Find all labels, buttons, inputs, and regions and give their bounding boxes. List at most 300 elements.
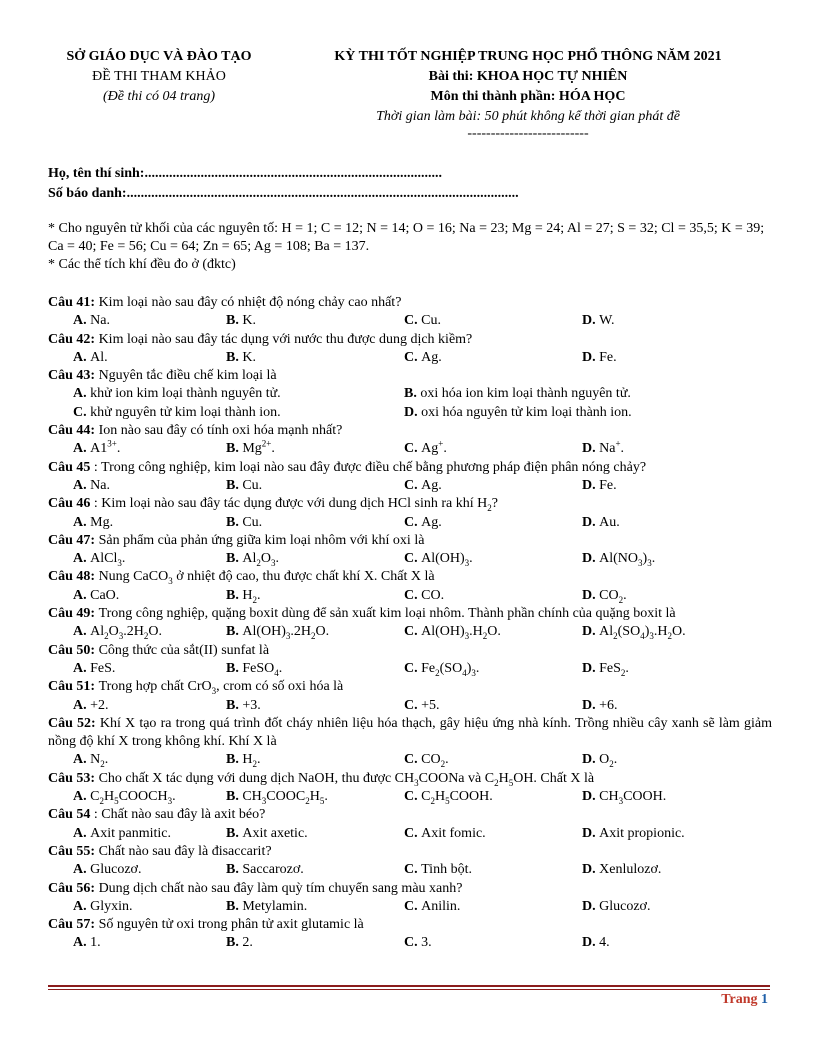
answer-option[interactable] xyxy=(48,697,226,715)
text-segment: Công thức của sắt(II) sunfat là xyxy=(98,642,270,658)
answer-option[interactable] xyxy=(226,861,404,879)
text-segment: ) xyxy=(466,660,472,676)
option-letter: B. xyxy=(226,789,243,805)
question-number: Câu 55: xyxy=(48,843,99,859)
text-segment: K. xyxy=(242,313,256,329)
text-segment: .2H xyxy=(290,624,312,640)
text-segment: O xyxy=(260,551,271,567)
option-letter: C. xyxy=(404,477,422,493)
candidate-name-line: Họ, tên thí sinh:..................................................................................... xyxy=(48,166,442,181)
text-segment: Xenlulozơ. xyxy=(599,862,662,878)
text-segment: : Chất nào sau đây là axit béo? xyxy=(93,807,266,823)
text-segment: . xyxy=(475,660,480,676)
text-segment: Al xyxy=(90,624,105,640)
answer-option[interactable] xyxy=(404,477,582,495)
answer-option[interactable] xyxy=(404,788,582,806)
question-number: Câu 50: xyxy=(48,642,99,658)
answer-option[interactable] xyxy=(48,550,226,568)
text-segment: 3 xyxy=(270,557,276,568)
option-letter: D. xyxy=(582,313,600,329)
text-segment: Al(OH) xyxy=(421,551,465,567)
option-letter: A. xyxy=(73,441,91,457)
text-segment: Axit axetic. xyxy=(242,825,308,841)
question xyxy=(48,532,772,550)
answer-options xyxy=(48,514,772,532)
text-segment: +6. xyxy=(599,697,618,713)
text-segment: Trong hợp chất CrO xyxy=(98,679,212,695)
text-segment: + xyxy=(438,438,444,449)
text-segment: Ag. xyxy=(421,477,442,493)
option-letter: C. xyxy=(404,313,422,329)
text-segment: Ion nào sau đây có tính oxi hóa mạnh nhất? xyxy=(98,423,343,439)
answer-option[interactable] xyxy=(582,751,760,769)
question-number: Câu 49: xyxy=(48,606,99,622)
text-segment: . xyxy=(469,551,473,567)
text-segment: FeSO xyxy=(242,660,275,676)
question-number: Câu 54 xyxy=(48,807,94,823)
answer-option[interactable] xyxy=(404,898,582,916)
option-letter: D. xyxy=(404,404,422,420)
question-number: Câu 48: xyxy=(48,569,99,585)
answer-option[interactable] xyxy=(404,861,582,879)
text-segment: khử ion kim loại thành nguyên tử. xyxy=(90,386,281,402)
answer-option[interactable] xyxy=(582,623,760,641)
text-segment: . xyxy=(324,789,328,805)
text-segment: 2 xyxy=(620,667,626,678)
answer-options xyxy=(48,825,772,843)
option-letter: C. xyxy=(404,862,422,878)
answer-option[interactable] xyxy=(226,825,404,843)
text-segment: Sản phẩm của phản ứng giữa kim loại nhôm với khí oxi là xyxy=(98,532,425,548)
page-label: Trang xyxy=(721,992,758,1007)
text-segment: 2 xyxy=(99,795,104,806)
question xyxy=(48,422,772,440)
text-segment: 3 xyxy=(261,795,267,806)
question xyxy=(48,715,772,752)
question-number: Câu 45 xyxy=(48,459,94,475)
text-segment: Cu. xyxy=(242,514,263,530)
option-letter: D. xyxy=(582,752,600,768)
footer-rule xyxy=(48,985,770,987)
answer-option[interactable] xyxy=(582,349,760,367)
exam-type: ĐỀ THI THAM KHẢO xyxy=(92,69,226,84)
text-segment: Tinh bột. xyxy=(421,862,472,878)
answer-options xyxy=(48,404,772,422)
notes xyxy=(48,220,772,274)
answer-option[interactable] xyxy=(404,312,582,330)
question xyxy=(48,459,772,477)
text-segment: .2H xyxy=(123,624,144,640)
exam-title: KỲ THI TỐT NGHIỆP TRUNG HỌC PHỔ THÔNG NĂM 2021 xyxy=(334,49,722,64)
text-segment: 2 xyxy=(430,795,435,806)
text-segment: Fe. xyxy=(599,477,617,493)
answer-option[interactable] xyxy=(404,697,582,715)
footer-rule-thin xyxy=(48,989,770,990)
text-segment: W. xyxy=(599,313,615,329)
option-letter: B. xyxy=(226,862,243,878)
answer-option[interactable] xyxy=(582,312,760,330)
answer-option[interactable] xyxy=(226,788,404,806)
answer-options xyxy=(48,440,772,458)
answer-option[interactable] xyxy=(404,825,582,843)
option-letter: A. xyxy=(73,313,91,329)
text-segment: COOH. xyxy=(449,789,493,805)
text-segment: . xyxy=(623,587,627,603)
text-segment: Trong công nghiệp, quặng boxit dùng để sản xuất kim loại nhôm. Thành phần chính của quặng boxit là xyxy=(98,606,676,622)
answer-option[interactable] xyxy=(404,440,582,458)
text-segment: 4 xyxy=(274,667,279,678)
option-letter: C. xyxy=(404,660,422,676)
answer-option[interactable] xyxy=(48,825,226,843)
text-segment: 2 xyxy=(143,631,149,642)
text-segment: Cho chất X tác dụng với dung dịch NaOH, thu được CH xyxy=(98,770,415,786)
answer-option[interactable] xyxy=(404,404,760,422)
atomic-mass-note: * Cho nguyên tử khối của các nguyên tố: H = 1; C = 12; N = 14; O = 16; Na = 23; Mg = 24; Al = 27; S = 32; Cl = 35,5; K = 39; Ca = 40; Fe = 56; Cu = 64; Zn = 65; Ag = 108; Ba = 137. xyxy=(48,221,765,254)
answer-option[interactable] xyxy=(48,312,226,330)
text-segment: 5 xyxy=(508,777,514,788)
answer-option[interactable] xyxy=(48,477,226,495)
text-segment: 2 xyxy=(435,667,440,678)
text-segment: Al xyxy=(242,551,257,567)
text-segment: Al(OH) xyxy=(242,624,286,640)
answer-option[interactable] xyxy=(226,312,404,330)
question-number: Câu 56: xyxy=(48,880,99,896)
candidate-info xyxy=(48,164,519,204)
text-segment: . xyxy=(625,660,629,676)
text-segment: Cu. xyxy=(421,313,441,329)
text-segment: COOH. xyxy=(623,789,667,805)
answer-option[interactable] xyxy=(226,751,404,769)
candidate-id-line: Số báo danh:................................................................................................................ xyxy=(48,186,519,201)
answer-options xyxy=(48,861,772,879)
text-segment: , crom có số oxi hóa là xyxy=(216,679,344,695)
text-segment: 2 xyxy=(311,631,316,642)
text-segment: oxi hóa ion kim loại thành nguyên tử. xyxy=(420,386,631,402)
text-segment: Dung dịch chất nào sau đây làm quỳ tím chuyển sang màu xanh? xyxy=(98,880,463,896)
answer-option[interactable] xyxy=(404,623,582,641)
page-count-note: (Đề thi có 04 trang) xyxy=(103,89,215,104)
text-segment: (SO xyxy=(439,660,463,676)
answer-option[interactable] xyxy=(226,623,404,641)
text-segment: Au. xyxy=(599,514,620,530)
text-segment: khử nguyên tử kim loại thành ion. xyxy=(90,404,281,420)
text-segment: 5 xyxy=(114,795,119,806)
answer-option[interactable] xyxy=(582,660,760,678)
answer-option[interactable] xyxy=(404,751,582,769)
question-number: Câu 53: xyxy=(48,770,99,786)
text-segment: Al xyxy=(599,624,614,640)
answer-option[interactable] xyxy=(48,660,226,678)
option-letter: C. xyxy=(404,349,422,365)
option-letter: A. xyxy=(73,660,91,676)
option-letter: B. xyxy=(226,752,243,768)
option-letter: D. xyxy=(582,587,600,603)
option-letter: C. xyxy=(404,825,422,841)
text-segment: CO xyxy=(421,752,441,768)
text-segment: CO. xyxy=(421,587,445,603)
answer-option[interactable] xyxy=(404,385,760,403)
text-segment: 3 xyxy=(638,557,643,568)
answer-option[interactable] xyxy=(582,550,760,568)
option-letter: A. xyxy=(73,477,91,493)
text-segment: Axit fomic. xyxy=(421,825,486,841)
text-segment: H xyxy=(242,752,253,768)
option-letter: B. xyxy=(226,935,243,951)
option-letter: D. xyxy=(582,660,600,676)
text-segment: COOC xyxy=(266,789,306,805)
text-segment: Glucozơ. xyxy=(599,898,651,914)
answer-option[interactable] xyxy=(226,660,404,678)
answer-option[interactable] xyxy=(404,550,582,568)
text-segment: : Kim loại nào sau đây tác dụng được với dung dịch HCl sinh ra khí H xyxy=(93,496,488,512)
option-letter: A. xyxy=(73,825,91,841)
text-segment: O. xyxy=(315,624,330,640)
answer-option[interactable] xyxy=(226,550,404,568)
text-segment: O xyxy=(108,624,119,640)
option-letter: B. xyxy=(226,587,243,603)
question-number: Câu 47: xyxy=(48,532,99,548)
answer-option[interactable] xyxy=(226,587,404,605)
answer-options xyxy=(48,697,772,715)
text-segment: Glyxin. xyxy=(90,898,133,914)
text-segment: 2 xyxy=(440,759,446,770)
text-segment: 3 xyxy=(117,557,122,568)
question xyxy=(48,568,772,586)
text-segment: O xyxy=(599,752,610,768)
answer-option[interactable] xyxy=(48,934,226,952)
text-segment: . xyxy=(256,752,261,768)
answer-option[interactable] xyxy=(48,349,226,367)
answer-option[interactable] xyxy=(48,440,226,458)
option-letter: B. xyxy=(226,660,243,676)
text-segment: 2 xyxy=(487,503,492,514)
answer-option[interactable] xyxy=(582,440,760,458)
text-segment: H xyxy=(103,789,115,805)
option-letter: B. xyxy=(226,898,243,914)
text-segment: 2 xyxy=(252,759,257,770)
option-letter: C. xyxy=(404,624,422,640)
text-segment: 5 xyxy=(319,795,325,806)
text-segment: 1. xyxy=(90,935,101,951)
option-letter: D. xyxy=(582,514,600,530)
text-segment: Axit propionic. xyxy=(599,825,685,841)
answer-option[interactable] xyxy=(48,385,404,403)
option-letter: A. xyxy=(73,935,91,951)
text-segment: Saccarozơ. xyxy=(242,862,304,878)
question-number: Câu 42: xyxy=(48,331,99,347)
text-segment: COONa và C xyxy=(418,770,495,786)
answer-option[interactable] xyxy=(226,477,404,495)
text-segment: : Trong công nghiệp, kim loại nào sau đây được điều chế bằng phương pháp điện phân nóng chảy? xyxy=(93,459,647,475)
text-segment: 2 xyxy=(252,594,257,605)
answer-options xyxy=(48,587,772,605)
text-segment: 2 xyxy=(613,631,618,642)
question-list xyxy=(48,294,772,953)
text-segment: 3 xyxy=(649,631,654,642)
text-segment: 2. xyxy=(242,935,253,951)
text-segment: Anilin. xyxy=(421,898,461,914)
option-letter: D. xyxy=(582,862,600,878)
text-segment: 4. xyxy=(599,935,610,951)
text-segment: 4 xyxy=(462,667,467,678)
text-segment: (SO xyxy=(617,624,641,640)
answer-option[interactable] xyxy=(226,349,404,367)
option-letter: A. xyxy=(73,752,91,768)
answer-options xyxy=(48,312,772,330)
text-segment: Nung CaCO xyxy=(98,569,169,585)
text-segment: 2 xyxy=(618,594,624,605)
text-segment: Al. xyxy=(90,349,108,365)
text-segment: 3+ xyxy=(107,438,117,449)
answer-options xyxy=(48,751,772,769)
question xyxy=(48,642,772,660)
text-segment: oxi hóa nguyên tử kim loại thành ion. xyxy=(421,404,632,420)
question-number: Câu 43: xyxy=(48,368,99,384)
text-segment: 2 xyxy=(104,631,109,642)
question-number: Câu 44: xyxy=(48,423,99,439)
text-segment: . xyxy=(278,660,283,676)
text-segment: Axit panmitic. xyxy=(90,825,172,841)
option-letter: C. xyxy=(404,697,422,713)
text-segment: O. xyxy=(671,624,686,640)
answer-option[interactable] xyxy=(226,697,404,715)
option-letter: C. xyxy=(404,551,422,567)
text-segment: AlCl xyxy=(90,551,118,567)
answer-options xyxy=(48,550,772,568)
text-segment: . xyxy=(271,441,275,457)
text-segment: Ag. xyxy=(421,514,442,530)
answer-option[interactable] xyxy=(404,514,582,532)
question xyxy=(48,605,772,623)
answer-option[interactable] xyxy=(48,404,404,422)
answer-option[interactable] xyxy=(582,788,760,806)
answer-option[interactable] xyxy=(48,587,226,605)
text-segment: .H xyxy=(653,624,668,640)
text-segment: K. xyxy=(242,349,256,365)
text-segment: 2+ xyxy=(261,438,272,449)
text-segment: Na xyxy=(599,441,616,457)
text-segment: CH xyxy=(242,789,262,805)
question xyxy=(48,294,772,312)
text-segment: . xyxy=(104,752,109,768)
text-segment: . xyxy=(256,587,261,603)
text-segment: +2. xyxy=(90,697,109,713)
text-segment: Fe xyxy=(421,660,436,676)
text-segment: O. xyxy=(148,624,162,640)
answer-option[interactable] xyxy=(48,898,226,916)
question xyxy=(48,331,772,349)
text-segment: CO xyxy=(599,587,619,603)
text-segment: Khí X tạo ra trong quá trình đốt cháy nhiên liệu hóa thạch, gây hiệu ứng nhà kính. Trồng nhiều cây xanh sẽ làm giảm nồng độ khí X trong không khí. Khí X là xyxy=(48,715,772,750)
text-segment: . xyxy=(275,551,279,567)
text-segment: OH. Chất X là xyxy=(513,770,595,786)
answer-option[interactable] xyxy=(226,934,404,952)
text-segment: C xyxy=(421,789,431,805)
text-segment: + xyxy=(615,438,621,449)
option-letter: C. xyxy=(404,898,422,914)
answer-options xyxy=(48,385,772,403)
text-segment: H xyxy=(242,587,253,603)
answer-option[interactable] xyxy=(582,697,760,715)
text-segment: Nguyên tắc điều chế kim loại là xyxy=(98,368,277,384)
option-letter: C. xyxy=(404,441,422,457)
answer-option[interactable] xyxy=(226,440,404,458)
text-segment: A1 xyxy=(90,441,108,457)
answer-option[interactable] xyxy=(404,660,582,678)
answer-option[interactable] xyxy=(582,934,760,952)
text-segment: H xyxy=(309,789,320,805)
text-segment: 3 xyxy=(471,667,476,678)
answer-option[interactable] xyxy=(582,514,760,532)
answer-option[interactable] xyxy=(582,587,760,605)
option-letter: B. xyxy=(226,313,243,329)
text-segment: Metylamin. xyxy=(242,898,308,914)
answer-option[interactable] xyxy=(48,788,226,806)
option-letter: D. xyxy=(582,477,600,493)
text-segment: 3 xyxy=(285,631,291,642)
option-letter: D. xyxy=(582,441,600,457)
text-segment: 2 xyxy=(256,557,261,568)
text-segment: .H xyxy=(469,624,483,640)
answer-option[interactable] xyxy=(48,514,226,532)
page-number: 1 xyxy=(761,992,768,1007)
answer-option[interactable] xyxy=(48,623,226,641)
text-segment: 3 xyxy=(464,557,470,568)
option-letter: D. xyxy=(582,624,600,640)
option-letter: B. xyxy=(226,441,243,457)
option-letter: A. xyxy=(73,697,91,713)
answer-option[interactable] xyxy=(582,477,760,495)
text-segment: ) xyxy=(644,624,650,640)
answer-option[interactable] xyxy=(226,898,404,916)
text-segment: H xyxy=(498,770,509,786)
option-letter: B. xyxy=(226,514,243,530)
text-segment: ? xyxy=(491,496,498,512)
text-segment: CaO. xyxy=(90,587,120,603)
answer-option[interactable] xyxy=(48,751,226,769)
text-segment: 2 xyxy=(305,795,310,806)
option-letter: B. xyxy=(226,624,243,640)
answer-option[interactable] xyxy=(582,825,760,843)
answer-option[interactable] xyxy=(226,514,404,532)
text-segment: 2 xyxy=(667,631,672,642)
option-letter: D. xyxy=(582,551,600,567)
text-segment: Na. xyxy=(90,477,110,493)
answer-option[interactable] xyxy=(404,349,582,367)
answer-option[interactable] xyxy=(582,861,760,879)
answer-option[interactable] xyxy=(404,587,582,605)
answer-option[interactable] xyxy=(404,934,582,952)
option-letter: B. xyxy=(226,349,243,365)
exam-subject: Bài thi: KHOA HỌC TỰ NHIÊN xyxy=(428,69,628,84)
text-segment: ) xyxy=(642,551,648,567)
question xyxy=(48,495,772,513)
option-letter: B. xyxy=(226,825,243,841)
header-divider: -------------------------- xyxy=(467,126,589,141)
header-left xyxy=(48,47,270,107)
text-segment: +5. xyxy=(421,697,440,713)
exam-component: Môn thi thành phần: HÓA HỌC xyxy=(430,89,626,104)
answer-option[interactable] xyxy=(48,861,226,879)
option-letter: D. xyxy=(582,898,600,914)
answer-option[interactable] xyxy=(582,898,760,916)
question xyxy=(48,843,772,861)
option-letter: A. xyxy=(73,587,91,603)
gas-volume-note: * Các thể tích khí đều đo ở (đktc) xyxy=(48,257,236,272)
text-segment: C xyxy=(90,789,100,805)
option-letter: A. xyxy=(73,551,91,567)
text-segment: 2 xyxy=(100,759,105,770)
